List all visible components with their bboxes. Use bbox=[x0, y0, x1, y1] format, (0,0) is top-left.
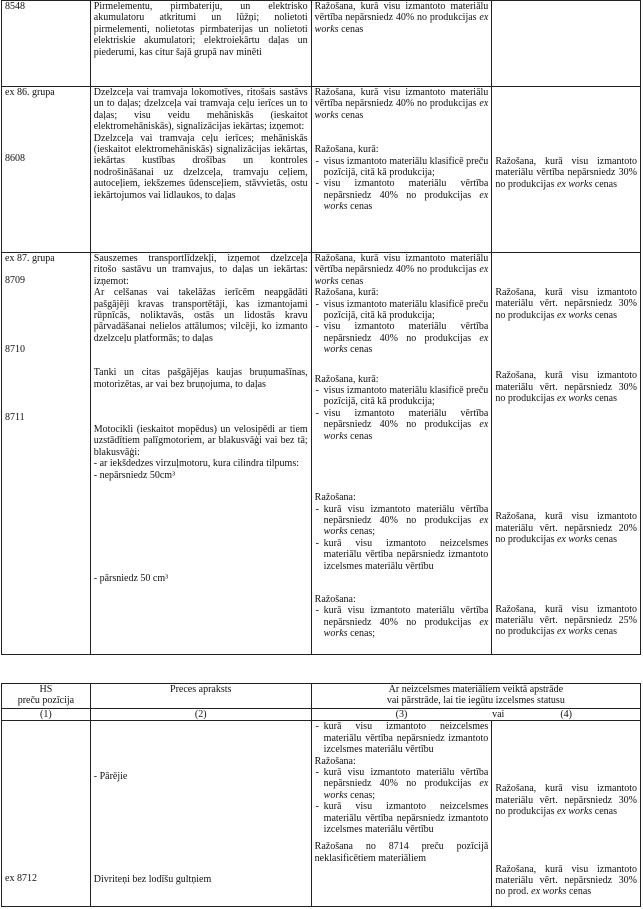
desc-ex86: Dzelzceļa vai tramvaja lokomotīves, ritošais sastāvs un to daļas; dzelzceļa vai tramvaja ceļu ierīces un to daļas; visu veidu mehāniskās (ieskaitot elektromehāniskās), signalizācijas iekārtas; izņemot: bbox=[93, 87, 308, 133]
list-item: - kurā visu izmantoto neizcelsmes materiālu vērtība nepārsniedz izmantoto izcelsmes materiālu vērtību bbox=[324, 801, 489, 835]
or-label: vai bbox=[489, 709, 507, 720]
rule-8710-list bbox=[315, 385, 489, 442]
rule-col3 bbox=[311, 87, 492, 253]
list-item: - visus izmantoto materiālu klasificē preču pozīcijā, citā kā produkcija; bbox=[324, 299, 489, 322]
rule-col4 bbox=[492, 1, 641, 87]
description bbox=[90, 721, 311, 907]
desc-8709: Ar celšanas vai takelāžas ierīcēm neapgādāti pašgājēji kravas transportētāji, kas izmantojami rūpnīcās, noliktavās, ostās un lidostās kravu pārvadāšanai nelielos attālumos; vilcēji, ko izmanto dzelzceļu platformās; to daļas bbox=[93, 287, 308, 344]
rule-other-alt: Ražošana, kurā visu izmantoto materiālu vērt. nepārsniedz 30% no produkcijas ex works cenas bbox=[495, 783, 637, 818]
hs-code bbox=[2, 721, 91, 907]
rule-8711b-intro: Ražošana: bbox=[314, 593, 356, 605]
list-item: - visus izmantoto materiālu klasificē preču pozīcijā, citā kā produkcija; bbox=[324, 156, 489, 179]
desc-8711-under50: - nepārsniedz 50cm³ bbox=[93, 469, 176, 481]
header-hs: HS preču pozīcija bbox=[2, 684, 91, 709]
desc-ex8712: Divriteņi bez lodīšu gultņiem bbox=[93, 873, 212, 885]
table-row bbox=[2, 721, 641, 907]
rule-8711b-alt: Ražošana, kurā visu izmantoto materiālu vērt. nepārsniedz 25% no produkcijas ex works cenas bbox=[495, 603, 637, 638]
desc-other: - Pārējie bbox=[93, 771, 128, 783]
hs-code bbox=[2, 87, 91, 253]
rule-8711b-list bbox=[315, 605, 489, 639]
header-desc: Preces apraksts bbox=[90, 684, 311, 709]
table-row bbox=[2, 87, 641, 253]
rule-ex86: Ražošana, kurā visu izmantoto materiālu vērtība nepārsniedz 40% no produkcijas ex works cenas bbox=[314, 87, 489, 121]
table-row bbox=[2, 253, 641, 655]
hs-code: 8548 bbox=[2, 1, 91, 87]
rule-col3 bbox=[311, 721, 492, 907]
rule-8710-alt: Ražošana, kurā visu izmantoto materiālu vērt. nepārsniedz 30% no produkcijas ex works cenas bbox=[495, 370, 637, 405]
description: Pirmelementu, pirmbateriju, un elektrisko akumulatoru atkritumi un lūžņi; nolietoti pirmelementi, nolietotas pirmbaterijas un nolietoti elektriskie akumulatori; elektroiekārtu daļas un piederumi, kas citur šajā grupā nav minēti bbox=[90, 1, 311, 87]
rule-8711a-intro: Ražošana: bbox=[314, 492, 356, 504]
hs-code-8709: 8709 bbox=[5, 275, 25, 287]
rule-8711a-alt: Ražošana, kurā visu izmantoto materiālu vērt. nepārsniedz 20% no produkcijas ex works cenas bbox=[495, 511, 637, 546]
hs-code-8711: 8711 bbox=[5, 412, 25, 424]
column-numbers bbox=[2, 709, 641, 721]
rule-cont-list bbox=[315, 721, 489, 755]
hs-code-8608: 8608 bbox=[5, 153, 25, 165]
desc-ex87: Sauszemes transportlīdzekļi, izņemot dzelzceļa ritošo sastāvu un tramvajus, to daļas un iekārtas: izņemot: bbox=[93, 253, 308, 287]
list-item: - visu izmantoto materiālu vērtība nepārsniedz 40% no produkcijas ex works cenas bbox=[324, 321, 489, 355]
table-row bbox=[2, 1, 641, 87]
rule-col3 bbox=[311, 253, 492, 655]
col-number-2: (2) bbox=[90, 709, 311, 721]
hs-code-8710: 8710 bbox=[5, 343, 25, 355]
col-number-4: (4) bbox=[492, 709, 641, 721]
table-header bbox=[2, 684, 641, 709]
hs-code-ex86: ex 86. grupa bbox=[5, 87, 55, 98]
header-processing: Ar neizcelsmes materiāliem veiktā apstrāde vai pārstrāde, lai tie iegūtu izcelsmes statusu bbox=[311, 684, 640, 709]
description bbox=[90, 87, 311, 253]
rule-other-list bbox=[315, 767, 489, 835]
list-item: - visu izmantoto materiālu vērtība nepārsniedz 40% no produkcijas ex works cenas bbox=[324, 178, 489, 212]
rule-8709-alt: Ražošana, kurā visu izmantoto materiālu vērt. nepārsniedz 30% no produkcijas ex works cenas bbox=[495, 287, 637, 321]
hs-code bbox=[2, 253, 91, 655]
rules-table-top bbox=[1, 0, 641, 655]
rule-8709-intro: Ražošana, kurā: bbox=[314, 287, 379, 299]
list-item: - kurā visu izmantoto neizcelsmes materiālu vērtība nepārsniedz izmantoto izcelsmes materiālu vērtību bbox=[324, 721, 489, 755]
rules-table-bottom bbox=[1, 683, 641, 907]
rule-other-intro: Ražošana: bbox=[314, 755, 356, 767]
rule-8709-list bbox=[315, 299, 489, 356]
col-number-3: (3) vai bbox=[311, 709, 492, 721]
list-item: - kurā visu izmantoto materiālu vērtība nepārsniedz 40% no produkcijas ex works cenas; bbox=[324, 504, 489, 538]
hs-code-ex87: ex 87. grupa bbox=[5, 253, 55, 264]
desc-8711-over50: - pārsniedz 50 cm³ bbox=[93, 573, 169, 585]
rule-8608-list bbox=[315, 156, 489, 213]
rule-8710-intro: Ražošana, kurā: bbox=[314, 373, 379, 385]
rule-col4 bbox=[492, 721, 641, 907]
rule-8608-alt: Ražošana, kurā visu izmantoto materiālu vērtība nepārsniedz 30% no produkcijas ex works cenas bbox=[495, 156, 637, 190]
desc-8711: Motocikli (ieskaitot mopēdus) un velosipēdi ar tiem uzstādītiem palīgmotoriem, ar blakusvāģi vai bez tā; blakusvāģi: bbox=[93, 424, 308, 458]
desc-8710: Tanki un citas pašgājējas kaujas bruņumašīnas, motorizētas, ar vai bez bruņojuma, to daļas bbox=[93, 367, 308, 390]
desc-8711-sub: - ar iekšdedzes virzuļmotoru, kura cilindra tilpums: bbox=[93, 458, 299, 470]
list-item: - kurā visu izmantoto materiālu vērtība nepārsniedz 40% no produkcijas ex works cenas; bbox=[324, 767, 489, 801]
list-item: - kurā visu izmantoto neizcelsmes materiālu vērtība nepārsniedz izmantoto izcelsmes materiālu vērtību bbox=[324, 538, 489, 572]
rule-ex87: Ražošana, kurā visu izmantoto materiālu vērtība nepārsniedz 40% no produkcijas ex works cenas bbox=[314, 253, 489, 287]
rule-ex8712-alt: Ražošana, kurā visu izmantoto materiālu vērt. nepārsniedz 30% no prod. ex works cenas bbox=[495, 863, 637, 898]
rule-col4 bbox=[492, 253, 641, 655]
list-item: - visu izmantoto materiālu vērtība nepārsniedz 40% no produkcijas ex works cenas bbox=[324, 408, 489, 442]
list-item: - kurā visu izmantoto materiālu vērtība nepārsniedz 40% no produkcijas ex works cenas; bbox=[324, 605, 489, 639]
rule-col4 bbox=[492, 87, 641, 253]
rule-col3: Ražošana, kurā visu izmantoto materiālu vērtība nepārsniedz 40% no produkcijas ex works cenas bbox=[311, 1, 492, 87]
rule-ex8712: Ražošana no 8714 preču pozīcijā neklasificētiem materiāliem bbox=[314, 841, 489, 864]
list-item: - visus izmantoto materiālu klasificē preču pozīcijā, citā kā produkcija; bbox=[324, 385, 489, 408]
hs-code-ex8712: ex 8712 bbox=[5, 873, 37, 885]
rule-8608-intro: Ražošana, kurā: bbox=[314, 144, 379, 156]
description bbox=[90, 253, 311, 655]
desc-8608: Dzelzceļa vai tramvaja ceļu ierīces; mehāniskās (ieskaitot elektromehāniskās) signalizācijas iekārtas, iekārtas kustības drošības un kontroles nodrošināšanai uz dzelzceļa, tramvaju ceļiem, autoceļiem, iekšzemes ūdensceļiem, stāvvietās, ostu iekārtojumos vai lidlaukos, to daļas bbox=[93, 132, 308, 201]
rule-8711a-list bbox=[315, 504, 489, 572]
col-number-1: (1) bbox=[2, 709, 91, 721]
